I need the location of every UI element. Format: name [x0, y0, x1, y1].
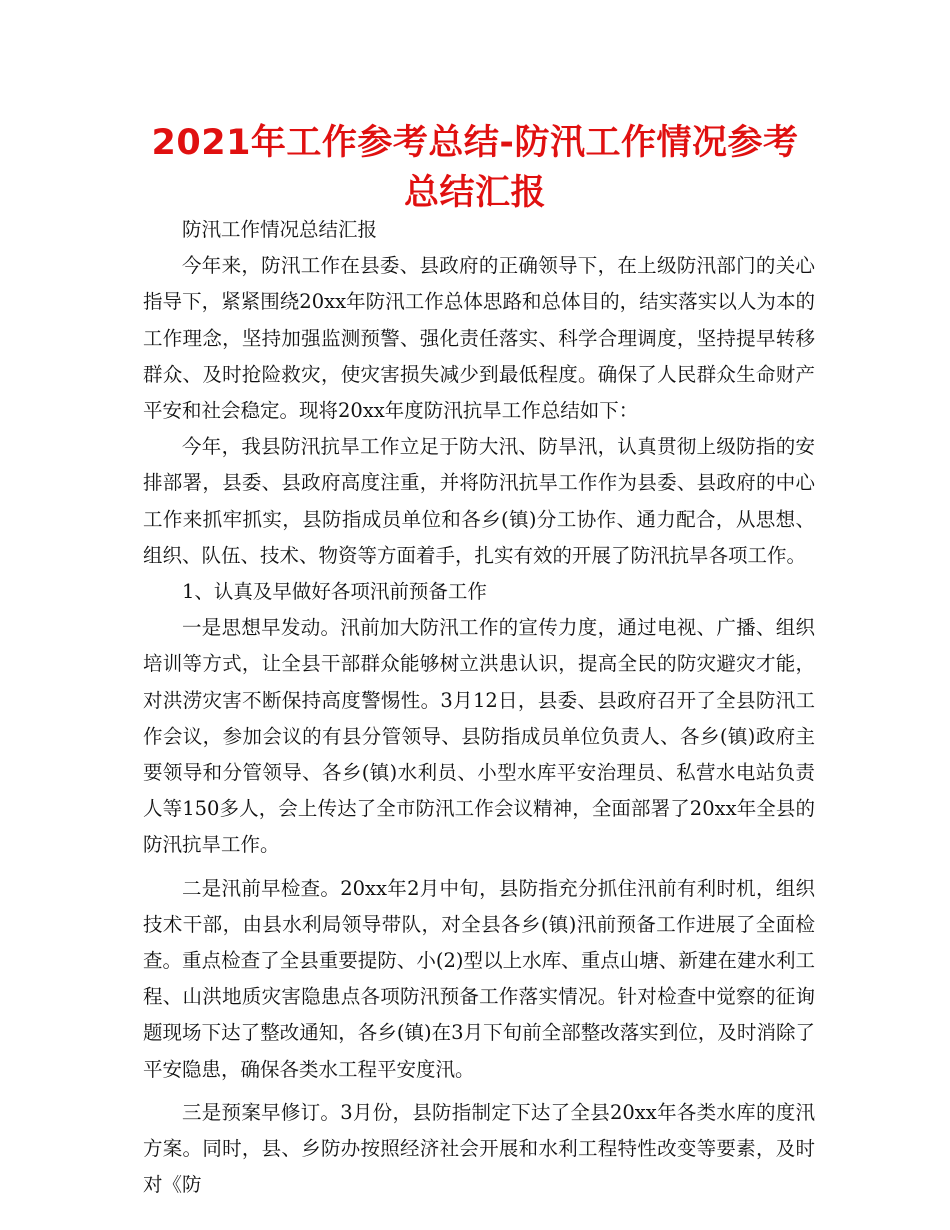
paragraph-inspection: 二是汛前早检查。20xx年2月中旬，县防指充分抓住汛前有利时机，组织技术干部，由县水利局领导带队，对全县各乡(镇)汛前预备工作进展了全面检查。重点检查了全县重要提防、小(2)型以上水库、重点山塘、新建在建水利工程、山洪地质灾害隐患点各项防汛预备工作落实情况。针对检查中觉察的征询题现场下达了整改通知，各乡(镇)在3月下旬前全部整改落实到位，及时消除了平安隐患，确保各类水工程平安度汛。 — [143, 876, 815, 1081]
paragraph-mobilization: 一是思想早发动。汛前加大防汛工作的宣传力度，通过电视、广播、组织培训等方式，让全县干部群众能够树立洪患认识，提高全民的防灾避灾才能，对洪涝灾害不断保持高度警惕性。3月12日，县委、县政府召开了全县防汛工作会议，参加会议的有县分管领导、县防指成员单位负责人、各乡(镇)政府主要领导和分管领导、各乡(镇)水利员、小型水库平安治理员、私营水电站负责人等150多人，会上传达了全市防汛工作会议精神，全面部署了20xx年全县的防汛抗旱工作。 — [143, 616, 815, 857]
paragraph-overview: 今年，我县防汛抗旱工作立足于防大汛、防旱汛，认真贯彻上级防指的安排部署，县委、县政府高度注重，并将防汛抗旱工作作为县委、县政府的中心工作来抓牢抓实，县防指成员单位和各乡(镇)分工协作、通力配合，从思想、组织、队伍、技术、物资等方面着手，扎实有效的开展了防汛抗旱各项工作。 — [143, 435, 815, 567]
section-heading: 防汛工作情况总结汇报 — [182, 218, 378, 241]
document-title: 2021年工作参考总结-防汛工作情况参考总结汇报 — [151, 123, 799, 213]
section-heading-1: 1、认真及早做好各项汛前预备工作 — [182, 580, 487, 604]
paragraph-plan-revision: 三是预案早修订。3月份，县防指制定下达了全县20xx年各类水库的度汛方案。同时，县、乡防办按照经济社会开展和水利工程特性改变等要素，及时对《防 — [143, 1100, 815, 1197]
document-body — [143, 212, 815, 1203]
paragraph-intro: 今年来，防汛工作在县委、县政府的正确领导下，在上级防汛部门的关心指导下，紧紧围绕20xx年防汛工作总体思路和总体目的，结实落实以人为本的工作理念，坚持加强监测预警、强化责任落实、科学合理调度，坚持提早转移群众、及时抢险救灾，使灾害损失减少到最低程度。确保了人民群众生命财产平安和社会稳定。现将20xx年度防汛抗旱工作总结如下： — [143, 254, 815, 423]
